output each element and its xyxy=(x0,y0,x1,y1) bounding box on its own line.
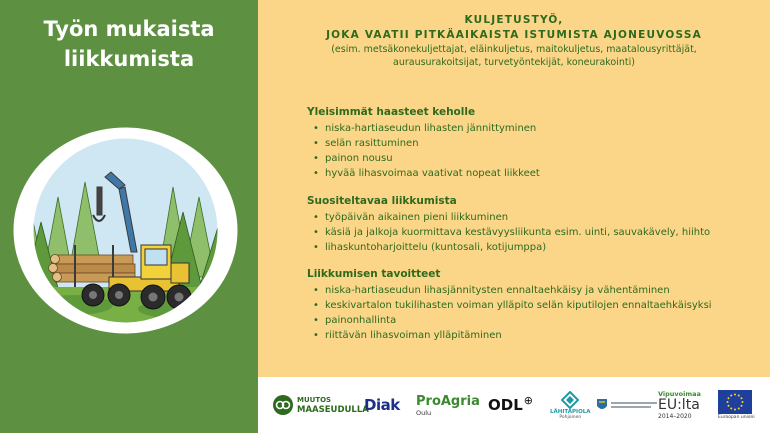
slide-title-line-1: Työn mukaista xyxy=(43,17,215,41)
eu-star xyxy=(741,397,743,399)
eu-years-text: 2014–2020 xyxy=(658,413,692,420)
odl-plus-icon: ⊕ xyxy=(523,393,533,407)
eu-star xyxy=(738,408,740,410)
muutos-line-1: MUUTOS xyxy=(297,396,332,404)
muutos-maaseudulla-logo xyxy=(272,377,369,433)
proagria-subtext: Oulu xyxy=(416,408,432,417)
header-title-line-1: KULJETUSTYÖ, xyxy=(464,14,564,26)
lahitapiola-logo xyxy=(550,377,591,433)
lahitapiola-icon xyxy=(561,391,579,409)
muutos-logo-icon xyxy=(272,394,294,416)
bullet-list xyxy=(307,121,757,181)
logo-footer xyxy=(258,377,770,433)
list-item: • niska-hartiaseudun lihasten jännittyminen xyxy=(307,121,757,136)
vipuvoimaa-text: Vipuvoimaa xyxy=(658,390,701,398)
list-item: • niska-hartiaseudun lihasjännitysten ennaltaehkäisy ja vähentäminen xyxy=(307,283,757,298)
eu-star xyxy=(742,401,744,403)
slide-title xyxy=(0,14,258,74)
list-item: • painon nousu xyxy=(307,151,757,166)
bullet-list xyxy=(307,283,757,343)
list-item: • työpäivän aikainen pieni liikkuminen xyxy=(307,210,757,225)
content-header xyxy=(258,13,770,69)
lahitapiola-subtext: Pohjoinen xyxy=(559,414,582,420)
eu-star xyxy=(734,409,736,411)
odl-text: ODL xyxy=(488,396,523,414)
diak-logo xyxy=(364,377,400,433)
eu-star xyxy=(734,394,736,396)
eu-flag-icon xyxy=(718,390,752,414)
forest-machine-illustration xyxy=(13,127,238,334)
vipuvoimaa-eu-logo xyxy=(658,377,701,433)
section-title: Liikkumisen tavoitteet xyxy=(307,268,441,280)
eu-flag-text: Euroopan unioni xyxy=(718,415,755,420)
eu-star xyxy=(730,395,732,397)
lahitapiola-text: LÄHITAPIOLA xyxy=(550,408,591,415)
section-challenges xyxy=(307,105,757,181)
partner-logo xyxy=(596,377,661,433)
eu-star xyxy=(728,397,730,399)
eu-star xyxy=(741,405,743,407)
eu-star xyxy=(728,405,730,407)
partner-logo-icon xyxy=(596,397,608,413)
proagria-logo xyxy=(416,377,480,433)
list-item: • riittävän lihasvoiman ylläpitäminen xyxy=(307,328,757,343)
list-item: • keskivartalon tukilihasten voiman ylläpito selän kiputilojen ennaltaehkäisyksi xyxy=(307,298,757,313)
left-panel xyxy=(0,0,258,433)
eu-flag-logo xyxy=(718,377,755,433)
slide-title-line-2: liikkumista xyxy=(63,47,195,71)
odl-logo xyxy=(488,377,533,433)
section-recommended xyxy=(307,194,757,255)
header-subtitle-line-1: (esim. metsäkonekuljettajat, eläinkuljetus, maitokuljetus, maatalousyrittäjät, xyxy=(331,44,697,55)
list-item: • lihaskuntoharjoittelu (kuntosali, kotijumppa) xyxy=(307,240,757,255)
diak-text: Diak xyxy=(364,396,400,414)
list-item: • painonhallinta xyxy=(307,313,757,328)
list-item: • hyvää lihasvoimaa vaativat nopeat liikkeet xyxy=(307,166,757,181)
muutos-line-2: MAASEUDULLA xyxy=(297,405,369,415)
eu-line-text: EU:lta xyxy=(658,397,700,413)
section-goals xyxy=(307,267,757,343)
header-title-line-2: JOKA VAATII PITKÄAIKAISTA ISTUMISTA AJONEUVOSSA xyxy=(326,29,702,41)
eu-star xyxy=(730,408,732,410)
list-item: • selän rasittuminen xyxy=(307,136,757,151)
list-item: • käsiä ja jalkoja kuormittava kestävyysliikunta esim. uinti, sauvakävely, hiihto xyxy=(307,225,757,240)
section-title: Suositeltavaa liikkumista xyxy=(307,195,457,207)
section-title: Yleisimmät haasteet keholle xyxy=(307,106,476,118)
proagria-text: ProAgria xyxy=(416,393,480,409)
bullet-list xyxy=(307,210,757,255)
header-subtitle-line-2: aurausurakoitsijat, turvetyöntekijät, koneurakointi) xyxy=(393,57,635,68)
partner-logo-text-lines xyxy=(611,400,661,410)
eu-star xyxy=(738,395,740,397)
eu-star xyxy=(727,401,729,403)
